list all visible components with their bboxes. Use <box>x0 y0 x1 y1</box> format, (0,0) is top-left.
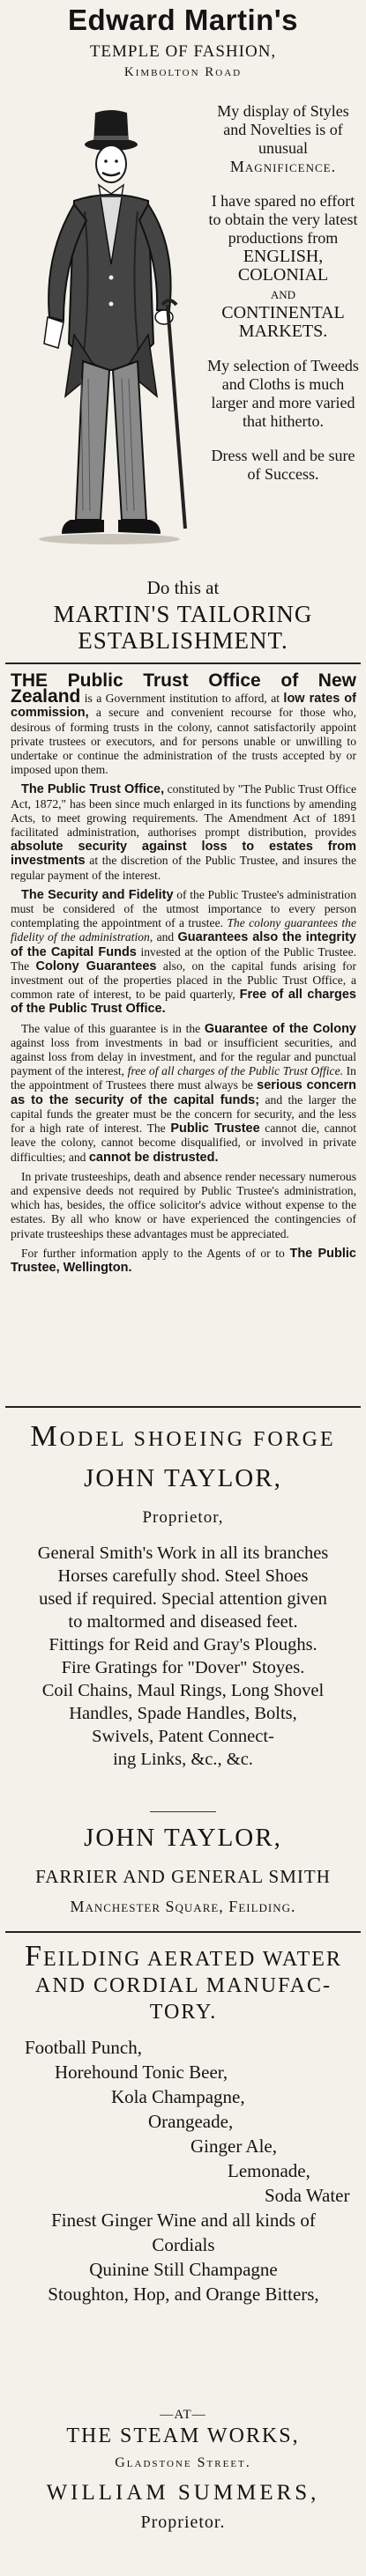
forge-line: used if required. Special attention given <box>39 1589 327 1609</box>
martin-continental: CONTINENTAL MARKETS. <box>221 303 345 341</box>
trust-bold: Guarantees also the integrity of the Capital Funds <box>11 930 357 959</box>
forge-line: Fittings for Reid and Gray's Ploughs. <box>49 1635 317 1654</box>
trust-headline: THE Public Trust Office of New Zealand <box>11 670 356 707</box>
trust-paragraph-5: In private trusteeships, death and absence render necessary numerous and expensive deeds not required by Public Trustee's administration, which has, besides, the office solicitor's advice without expense to the estates. By all who know or have experienced the contingencies of private trusteeships these advantages must be appreciated. <box>11 1169 356 1240</box>
forge-services <box>9 1542 357 1771</box>
forge-line: General Smith's Work in all its branches <box>37 1543 329 1563</box>
forge-line: Handles, Spade Handles, Bolts, <box>69 1704 297 1723</box>
trust-text: is a Government institution to afford, at <box>84 692 280 706</box>
martin-display-text: My display of Styles and Novelties is of unusual <box>217 102 349 157</box>
trust-bold: The Public Trustee, Wellington. <box>11 1246 356 1275</box>
martin-effort-text: I have spared no effort to obtain the very latest productions from <box>208 192 358 247</box>
divider <box>5 1406 361 1408</box>
trust-bold: Guarantee of the Colony <box>204 1021 356 1036</box>
trust-text: For further information apply to the Agents of or to <box>21 1246 285 1260</box>
product-item: Horehound Tonic Beer, <box>55 2062 228 2083</box>
trust-italic: The colony guarantees the fidelity of the administration, <box>11 916 356 944</box>
trust-paragraph-4 <box>11 1022 356 1165</box>
forge-line: Swivels, Patent Connect- <box>92 1727 274 1746</box>
trust-paragraph-2 <box>11 782 356 882</box>
trust-text: and <box>156 930 175 944</box>
trust-text: The value of this guarantee is in the <box>21 1021 201 1035</box>
trust-text: against loss from investments in bad or insufficient securities, and against loss from delay in investment, and for the regular and punctual payment of the interest, <box>11 1035 356 1078</box>
martin-copy-column <box>205 102 362 500</box>
forge-proprietor: Proprietor, <box>142 1508 224 1527</box>
trust-text: invested at the option of the Public Trustee. The <box>11 944 357 973</box>
forge-title <box>0 1420 366 1454</box>
aerated-proprietor: Proprietor. <box>140 2513 226 2532</box>
trust-bold: serious concern as to the security of the capital funds; <box>11 1078 357 1107</box>
trust-bold: Free of all charges of the Public Trust Office. <box>11 988 356 1017</box>
martin-do-this: Do this at <box>146 577 220 598</box>
aerated-at: —AT— <box>160 2408 206 2422</box>
forge-line: Fire Gratings for "Dover" Stoyes. <box>61 1658 305 1677</box>
trust-text: at the discretion of the Public Trustee, and insures the regular payment of the interest. <box>11 854 356 882</box>
product-item: Orangeade, <box>148 2111 234 2132</box>
forge-line: Horses carefully shod. Steel Shoes <box>57 1566 309 1586</box>
martin-effort-paragraph <box>205 192 362 341</box>
aerated-owner: WILLIAM SUMMERS, <box>46 2481 320 2505</box>
aerated-title-line: AND CORDIAL MANUFAC- <box>34 1974 332 1997</box>
public-trust-ad <box>11 670 357 1280</box>
aerated-product-list <box>7 2035 360 2306</box>
trust-text: and the larger the capital funds the greater must be the concern for security, and the less for a high rate of interest. The <box>11 1092 356 1136</box>
trust-text: constituted by "The Public Trust Office Act, 1872," has been since much enlarged in its functions by amending Acts, to meet growing requirements. The Amendment Act of 1891 facilitated administration, authorises prompt distribution, provides <box>11 782 356 840</box>
trust-paragraph-1 <box>11 670 356 777</box>
martin-and: AND <box>270 288 296 301</box>
trust-text: of the Public Trustee's administration must be considered of the utmost importance to every person contemplating the appointment of a trustee. <box>11 887 357 930</box>
trust-paragraph-6 <box>11 1247 356 1275</box>
product-item: Quinine Still Champagne <box>89 2259 278 2280</box>
trust-text: also, on the capital funds arising for investment out of the properties placed in the Public Trust Office, a common rate of interest, to be paid quarterly, <box>11 959 356 1002</box>
martin-tweeds-paragraph: My selection of Tweeds and Cloths is much larger and more varied that hitherto. <box>207 357 359 430</box>
trust-paragraph-3 <box>11 888 356 1017</box>
gentleman-illustration <box>12 106 201 568</box>
trust-italic: free of all charges of the Public Trust Office. <box>127 1064 344 1078</box>
farrier-owner: JOHN TAYLOR, <box>84 1824 282 1852</box>
martin-address: Kimbolton Road <box>123 65 243 79</box>
aerated-works: THE STEAM WORKS, <box>66 2424 300 2447</box>
forge-title-text: ODEL SHOEING FORGE <box>59 1428 336 1451</box>
trust-bold: absolute security against loss to estates from investments <box>11 840 356 869</box>
product-item: Lemonade, <box>228 2160 310 2181</box>
forge-owner: JOHN TAYLOR, <box>84 1464 282 1492</box>
trust-bold: Colony Guarantees <box>35 959 157 973</box>
forge-line: Coil Chains, Maul Rings, Long Shovel <box>41 1681 325 1700</box>
aerated-title-initial: F <box>25 1940 44 1973</box>
trust-text: cannot die, cannot leave the colony, cannot become disqualified, or involved in private difficulties; and <box>11 1121 356 1164</box>
trust-bold: Public Trustee <box>170 1121 260 1136</box>
divider <box>5 1931 361 1933</box>
aerated-title <box>7 1940 360 2025</box>
trust-bold: low rates of commission, <box>11 692 356 721</box>
martin-display-paragraph <box>205 102 362 176</box>
martin-subtitle: TEMPLE OF FASHION, <box>89 42 277 61</box>
trust-text: a secure and convenient recourse for those who, desirous of forming trusts in the colony, cannot satisfactorily appoint private trustees or executors, and for persons unable or unwilling to undertake or continue the administration of the trusts accepted by or imposed upon them. <box>11 706 356 777</box>
forge-title-initial: M <box>30 1420 60 1453</box>
short-divider <box>150 1811 216 1812</box>
product-item: Football Punch, <box>25 2037 143 2058</box>
forge-line: ing Links, &c., &c. <box>113 1750 253 1769</box>
product-item: Cordials <box>152 2234 215 2255</box>
trust-bold: The Security and Fidelity <box>21 887 174 902</box>
product-item: Stoughton, Hop, and Orange Bitters, <box>48 2284 319 2305</box>
trust-bold: cannot be distrusted. <box>88 1150 219 1165</box>
martin-title: Edward Martin's <box>67 4 299 36</box>
aerated-street: Gladstone Street. <box>115 2455 251 2470</box>
product-item: Finest Ginger Wine and all kinds of <box>51 2210 316 2231</box>
martin-magnificence: Magnificence. <box>229 158 337 175</box>
product-item: Kola Champagne, <box>111 2086 245 2107</box>
martin-english: ENGLISH, <box>243 247 324 266</box>
trust-bold: The Public Trust Office, <box>21 782 165 797</box>
farrier-trade: FARRIER AND GENERAL SMITH <box>35 1866 331 1887</box>
martin-establishment: MARTIN'S TAILORING ESTABLISHMENT. <box>53 601 313 654</box>
forge-line: to maltormed and diseased feet. <box>68 1612 298 1632</box>
product-item: Ginger Ale, <box>190 2136 277 2157</box>
farrier-address: Manchester Square, Feilding. <box>70 1898 296 1915</box>
martin-dress-paragraph: Dress well and be sure of Success. <box>211 447 355 483</box>
divider <box>5 663 361 664</box>
aerated-title-line: TORY. <box>149 2001 218 2024</box>
trust-text: In the appointment of Trustees there must always be <box>11 1064 356 1092</box>
product-item: Soda Water <box>265 2185 350 2206</box>
martin-colonial: COLONIAL <box>237 265 329 285</box>
aerated-title-text: EILDING AERATED WATER <box>43 1948 342 1971</box>
